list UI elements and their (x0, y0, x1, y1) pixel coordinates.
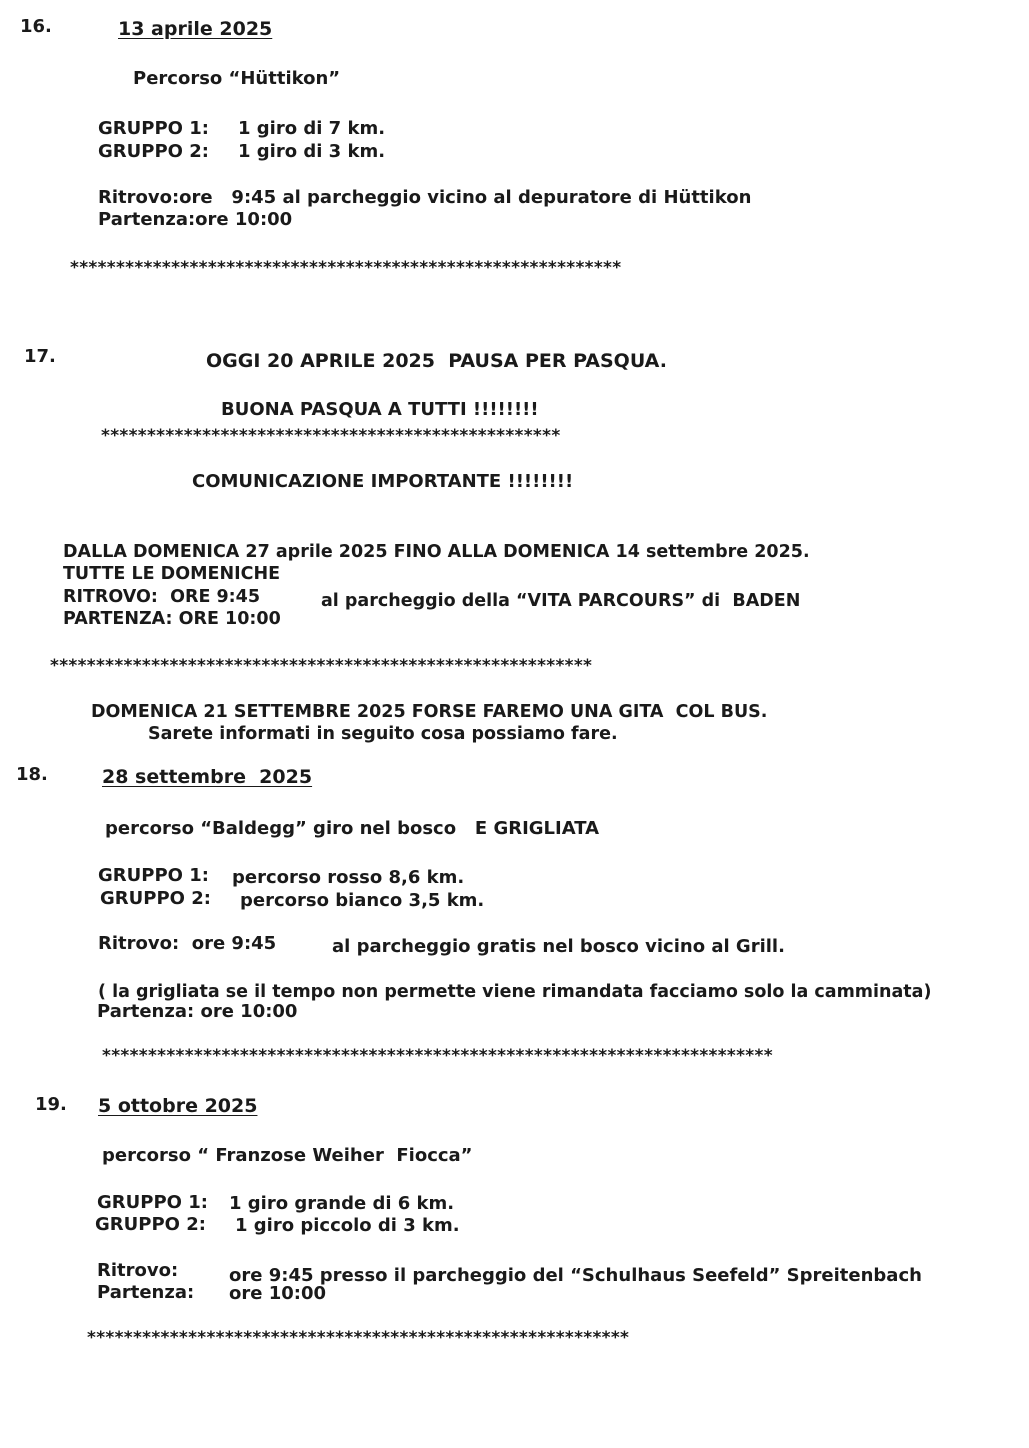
section-17-comunicazione: COMUNICAZIONE IMPORTANTE !!!!!!!! (192, 471, 574, 492)
section-17-star-divider-1: ************************************************** (101, 426, 561, 446)
section-19-group2-text: 1 giro piccolo di 3 km. (235, 1215, 460, 1236)
section-16-group2-text: 1 giro di 3 km. (238, 141, 386, 162)
section-17-heading: OGGI 20 APRILE 2025 PAUSA PER PASQUA. (206, 350, 667, 372)
section-18-group1-label: GRUPPO 1: (98, 865, 209, 886)
section-18-star-divider: ************************************************************************* (102, 1046, 773, 1066)
section-16-group2-label: GRUPPO 2: (98, 141, 209, 162)
section-16-number: 16. (20, 16, 52, 37)
section-18-group1-text: percorso rosso 8,6 km. (232, 867, 465, 888)
section-19-date: 5 ottobre 2025 (98, 1095, 258, 1117)
section-17-number: 17. (24, 346, 56, 367)
section-19-ritrovo-text: ore 9:45 presso il parcheggio del “Schulhaus Seefeld” Spreitenbach (229, 1265, 922, 1286)
section-17-ritrovo-label: RITROVO: ORE 9:45 (63, 587, 261, 607)
section-19-ritrovo-label: Ritrovo: (97, 1260, 179, 1281)
section-19-group1-text: 1 giro grande di 6 km. (229, 1193, 455, 1214)
section-18-route: percorso “Baldegg” giro nel bosco E GRIGLIATA (105, 818, 600, 839)
section-16-partenza: Partenza:ore 10:00 (98, 209, 293, 230)
section-17-tutte: TUTTE LE DOMENICHE (63, 564, 281, 584)
section-18-note: ( la grigliata se il tempo non permette viene rimandata facciamo solo la camminata) (98, 982, 932, 1002)
section-16-route: Percorso “Hüttikon” (133, 68, 341, 89)
section-19-partenza-text: ore 10:00 (229, 1283, 327, 1304)
section-16-group1-label: GRUPPO 1: (98, 118, 209, 139)
section-18-ritrovo-label: Ritrovo: ore 9:45 (98, 933, 277, 954)
section-17-dalla: DALLA DOMENICA 27 aprile 2025 FINO ALLA DOMENICA 14 settembre 2025. (63, 542, 810, 562)
section-18-number: 18. (16, 764, 48, 785)
section-17-ritrovo-place: al parcheggio della “VITA PARCOURS” di BADEN (321, 591, 801, 611)
section-17-gita: DOMENICA 21 SETTEMBRE 2025 FORSE FAREMO UNA GITA COL BUS. (91, 702, 768, 722)
section-18-ritrovo-place: al parcheggio gratis nel bosco vicino al Grill. (332, 936, 785, 957)
section-19-partenza-label: Partenza: (97, 1282, 195, 1303)
section-18-group2-text: percorso bianco 3,5 km. (240, 890, 485, 911)
section-19-star-divider: *********************************************************** (87, 1328, 630, 1348)
section-18-group2-label: GRUPPO 2: (100, 888, 211, 909)
section-19-number: 19. (35, 1094, 67, 1115)
section-19-group1-label: GRUPPO 1: (97, 1192, 208, 1213)
section-18-partenza: Partenza: ore 10:00 (97, 1001, 298, 1022)
section-17-informati: Sarete informati in seguito cosa possiamo fare. (148, 724, 618, 744)
section-16-star-divider: ************************************************************ (70, 258, 622, 278)
section-19-route: percorso “ Franzose Weiher Fiocca” (102, 1145, 473, 1166)
section-16-date: 13 aprile 2025 (118, 18, 273, 40)
section-19-group2-label: GRUPPO 2: (95, 1214, 206, 1235)
section-16-group1-text: 1 giro di 7 km. (238, 118, 386, 139)
section-16-ritrovo: Ritrovo:ore 9:45 al parcheggio vicino al depuratore di Hüttikon (98, 187, 752, 208)
section-17-partenza: PARTENZA: ORE 10:00 (63, 609, 281, 629)
section-18-date: 28 settembre 2025 (102, 766, 313, 788)
section-17-star-divider-2: *********************************************************** (50, 656, 593, 676)
section-17-greeting: BUONA PASQUA A TUTTI !!!!!!!! (221, 399, 539, 420)
